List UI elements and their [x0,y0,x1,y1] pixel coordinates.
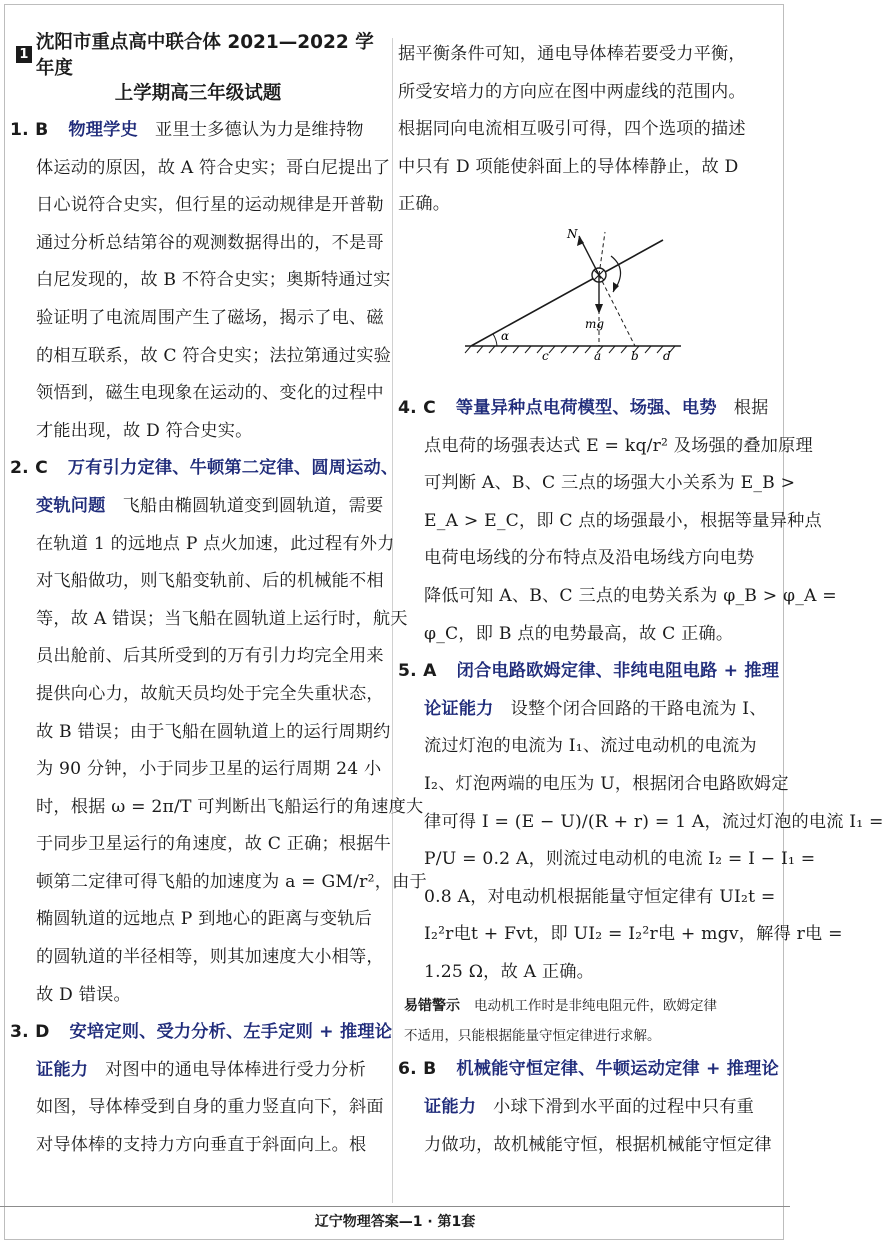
q2-line: 提供向心力，故航天员均处于完全失重状态， [36,683,384,704]
q4-line: E_A > E_C，即 C 点的场强最小，根据等量异种点 [424,510,822,531]
point-label-c: c [542,349,549,363]
q2-line: 飞船由椭圆轨道变到圆轨道，需要 [122,495,384,516]
q5-line: 0.8 A，对电动机根据能量守恒定律有 UI₂t = [424,886,776,907]
q2-line: 故 D 错误。 [36,984,131,1005]
q5-topics: 闭合电路欧姆定律、非纯电阻电路 + 推理 [456,661,780,682]
answer-q3 [10,1014,393,1164]
q2-line: 员出舱前、后其所受到的万有引力均完全用来 [36,646,384,667]
q3-line: 正确。 [398,194,451,215]
q4-line: 可判断 A、B、C 三点的场强大小关系为 E_B > [424,473,796,494]
q5-line: 律可得 I = (E − U)/(R + r) = 1 A，流过灯泡的电流 I₁ = [424,811,884,832]
answer-q6 [398,1051,779,1164]
q5-line: 流过灯泡的电流为 I₁、流过电动机的电流为 [424,736,757,757]
q1-line: 验证明了电流周围产生了磁场，揭示了电、磁 [36,307,384,328]
header-title-line2: 上学期高三年级试题 [114,83,282,104]
error-warning-text: 不适用，只能根据能量守恒定律进行求解。 [404,1028,661,1045]
answer-q5 [398,653,884,1051]
error-warning-label: 易错警示 [404,998,460,1015]
q3-line: 据平衡条件可知，通电导体棒若要受力平衡， [398,44,746,64]
q6-number: 6. B [398,1059,437,1080]
q2-number: 2. C [10,458,48,479]
answer-q4 [398,390,837,653]
q4-line: 点电荷的场强表达式 E = kq/r² 及场强的叠加原理 [424,435,813,456]
q5-line: I₂、灯泡两端的电压为 U，根据闭合电路欧姆定 [424,773,789,794]
q5-line: I₂²r电t + Fvt，即 UI₂ = I₂²r电 + mgv，解得 r电 = [424,924,843,945]
q2-line: 等，故 A 错误；当飞船在圆轨道上运行时，航天 [36,608,408,629]
q2-topics-cont: 变轨问题 [36,495,106,516]
q2-line: 在轨道 1 的远地点 P 点火加速，此过程有外力 [36,533,395,554]
q2-line: 顿第二定律可得飞船的加速度为 a = GM/r²，由于 [36,871,427,892]
point-label-a: a [594,349,602,363]
q5-line: 1.25 Ω，故 A 正确。 [424,961,595,982]
incline-surface [471,240,663,346]
q3-topics-cont: 证能力 [36,1059,89,1080]
gravity-label: mg [585,317,605,331]
q1-topics: 物理学史 [68,120,138,140]
q6-line: 力做功，故机械能守恒，根据机械能守恒定律 [424,1134,772,1155]
q4-line: 根据 [733,397,769,418]
q1-number: 1. B [10,120,49,140]
q2-line: 故 B 错误；由于飞船在圆轨道上的运行周期约 [36,721,391,742]
q1-line: 白尼发现的，故 B 不符合史实；奥斯特通过实 [36,270,391,291]
q3-line: 根据同向电流相互吸引可得，四个选项的描述 [398,119,746,140]
q3-line: 对图中的通电导体棒进行受力分析 [105,1059,366,1080]
q1-line: 亚里士多德认为力是维持物 [154,120,364,140]
header-title-text: 沈阳市重点高中联合体 2021—2022 学年度 [35,32,374,79]
error-warning-text: 电动机工作时是非纯电阻元件，欧姆定律 [474,998,717,1015]
q2-line: 椭圆轨道的远地点 P 到地心的距离与变轨后 [36,909,373,930]
point-label-d: d [663,349,671,363]
q6-topics-cont: 证能力 [424,1097,477,1118]
q5-topics-cont: 论证能力 [424,698,494,719]
q2-line: 时，根据 ω = 2π/T 可判断出飞船运行的角速度大 [36,796,424,817]
q4-line: φ_C，即 B 点的电势最高，故 C 正确。 [424,623,734,644]
q2-line: 对飞船做功，则飞船变轨前、后的机械能不相 [36,571,384,592]
page-footer: 辽宁物理答案—1 · 第1套 [0,1206,790,1231]
q1-line: 领悟到，磁生电现象在运动的、变化的过程中 [36,383,384,404]
right-column [398,36,884,1164]
q2-topics: 万有引力定律、牛顿第二定律、圆周运动、 [67,458,399,479]
ground-hatching [465,346,675,353]
q3-line: 中只有 D 项能使斜面上的导体棒静止，故 D [398,156,739,177]
point-label-b: b [631,349,639,363]
q4-line: 降低可知 A、B、C 三点的电势关系为 φ_B > φ_A = [424,585,837,606]
q1-line: 通过分析总结第谷的观测数据得出的，不是哥 [36,232,384,253]
q3-line: 所受安培力的方向应在图中两虚线的范围内。 [398,81,746,102]
gravity-arrowhead [595,304,603,314]
q3-number: 3. D [10,1022,50,1043]
q1-line: 才能出现，故 D 符合史实。 [36,420,253,441]
header-title-line1 [16,32,386,79]
q4-line: 电荷电场线的分布特点及沿电场线方向电势 [424,548,755,569]
q3-line: 如图，导体棒受到自身的重力竖直向下，斜面 [36,1097,384,1118]
q1-line: 日心说符合史实，但行星的运动规律是开普勒 [36,195,384,216]
q4-number: 4. C [398,397,436,418]
q5-line: 设整个闭合回路的干路电流为 I、 [510,698,767,719]
q2-line: 为 90 分钟，小于同步卫星的运行周期 24 小 [36,759,382,780]
q6-line: 小球下滑到水平面的过程中只有重 [493,1097,754,1118]
q3-topics: 安培定则、受力分析、左手定则 + 推理论 [69,1022,393,1043]
q3-line: 对导体棒的支持力方向垂直于斜面向上。根 [36,1135,367,1156]
q2-line: 的圆轨道的半径相等，则其加速度大小相等， [36,947,384,968]
q1-line: 的相互联系，故 C 符合史实；法拉第通过实验 [36,345,392,366]
error-warning [398,991,764,1021]
incline-force-diagram [463,222,683,362]
header-badge: 1 [16,46,32,63]
q1-line: 体运动的原因，故 A 符合史实；哥白尼提出了 [36,157,391,178]
answer-q1 [10,112,392,450]
normal-force-label: N [567,227,578,241]
q4-topics: 等量异种点电荷模型、场强、电势 [455,397,717,418]
q2-line: 于同步卫星运行的角速度，故 C 正确；根据牛 [36,834,392,855]
angle-label: α [501,329,510,343]
angle-arc [493,334,497,346]
q5-line: P/U = 0.2 A，则流过电动机的电流 I₂ = I − I₁ = [424,849,816,870]
q6-topics: 机械能守恒定律、牛顿运动定律 + 推理论 [456,1059,779,1080]
q5-number: 5. A [398,661,437,682]
answer-q3-continued [398,36,764,224]
